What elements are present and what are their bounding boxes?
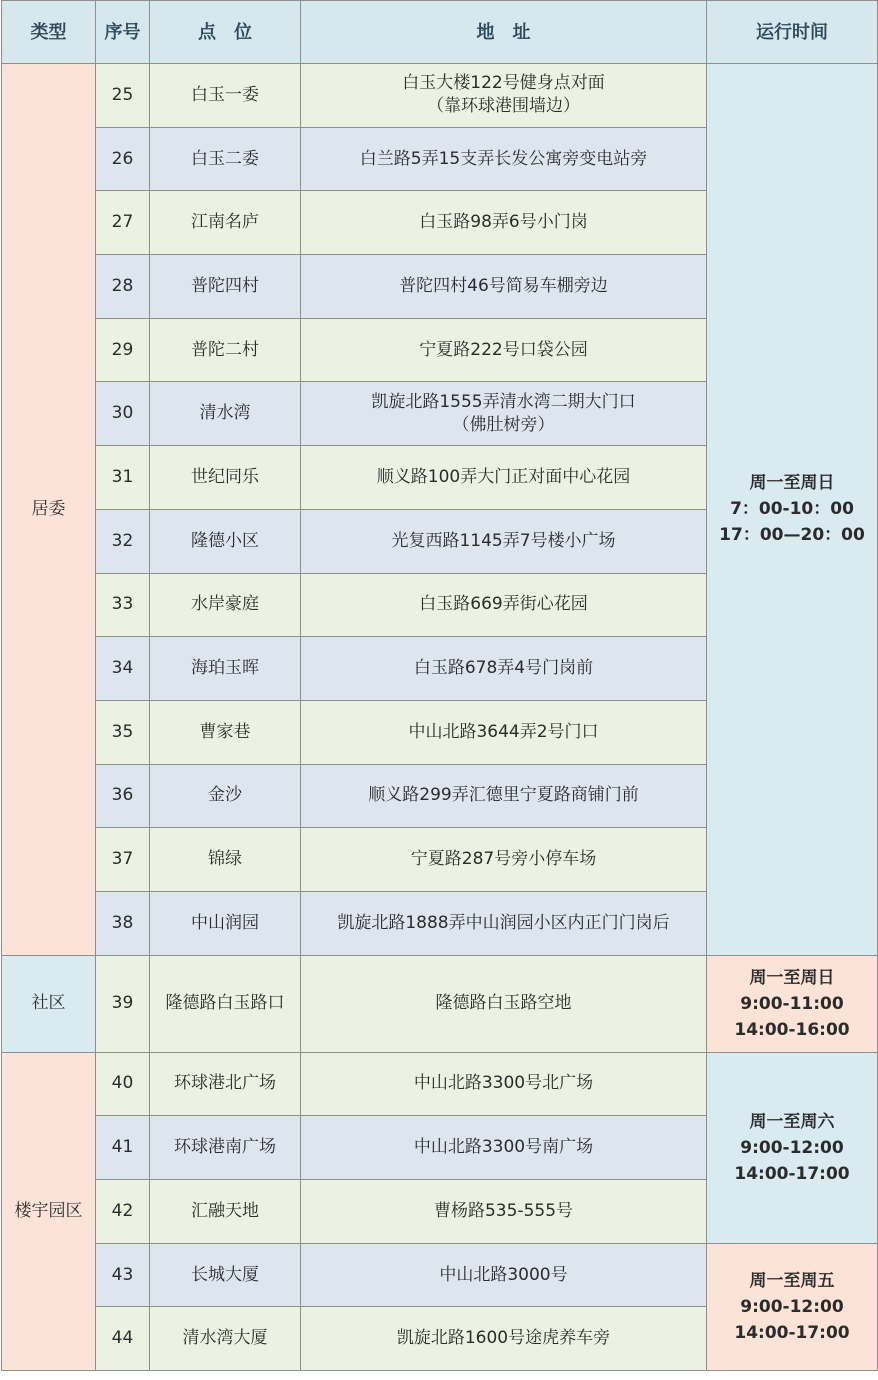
address-cell	[301, 127, 707, 191]
hours-line: 14:00-17:00	[734, 1322, 850, 1343]
address-line: 顺义路299弄汇德里宁夏路商铺门前	[368, 785, 639, 806]
header-hours: 运行时间	[707, 1, 878, 64]
address-line: 白兰路5弄15支弄长发公寓旁变电站旁	[359, 148, 648, 169]
hours-line: 周一至周日	[749, 967, 835, 988]
seq-cell: 30	[96, 382, 150, 446]
seq-cell: 41	[96, 1116, 150, 1180]
seq-cell: 42	[96, 1180, 150, 1244]
seq-cell: 38	[96, 891, 150, 955]
point-cell: 世纪同乐	[150, 446, 301, 510]
schedule-table	[1, 0, 878, 1371]
address-line: 中山北路3300号北广场	[413, 1073, 594, 1094]
address-line: 顺义路100弄大门正对面中心花园	[376, 466, 631, 487]
point-cell: 白玉二委	[150, 127, 301, 191]
address-cell	[301, 1116, 707, 1180]
hours-line: 14:00-16:00	[734, 1019, 850, 1040]
address-line: 凯旋北路1555弄清水湾二期大门口	[371, 391, 636, 412]
seq-cell: 40	[96, 1052, 150, 1116]
hours-line: 7：00-10：00	[730, 499, 854, 520]
address-line: 宁夏路222号口袋公园	[419, 339, 588, 360]
seq-cell: 29	[96, 318, 150, 382]
seq-cell: 39	[96, 955, 150, 1052]
hours-line: 周一至周日	[749, 473, 835, 494]
seq-cell: 28	[96, 255, 150, 319]
hours-cell	[707, 1052, 878, 1243]
hours-cell	[707, 1243, 878, 1370]
seq-cell: 32	[96, 509, 150, 573]
hours-line: 9:00-12:00	[740, 1137, 844, 1158]
point-cell: 环球港南广场	[150, 1116, 301, 1180]
address-cell	[301, 382, 707, 446]
address-line: 中山北路3300号南广场	[413, 1137, 594, 1158]
address-cell	[301, 191, 707, 255]
hours-cell	[707, 64, 878, 956]
point-cell: 白玉一委	[150, 64, 301, 128]
point-cell: 普陀二村	[150, 318, 301, 382]
seq-cell: 26	[96, 127, 150, 191]
hours-line: 9:00-12:00	[740, 1296, 844, 1317]
address-cell	[301, 828, 707, 892]
address-line: 光复西路1145弄7号楼小广场	[391, 530, 616, 551]
hours-line: 14:00-17:00	[734, 1163, 850, 1184]
point-cell: 江南名庐	[150, 191, 301, 255]
address-line: 凯旋北路1600号途虎养车旁	[396, 1328, 611, 1349]
address-cell	[301, 1052, 707, 1116]
address-cell	[301, 700, 707, 764]
address-cell	[301, 318, 707, 382]
point-cell: 曹家巷	[150, 700, 301, 764]
header-row	[2, 1, 878, 64]
hours-cell	[707, 955, 878, 1052]
seq-cell: 31	[96, 446, 150, 510]
address-cell	[301, 955, 707, 1052]
address-line: 白玉路98弄6号小门岗	[419, 212, 588, 233]
address-line: 宁夏路287号旁小停车场	[410, 849, 597, 870]
type-cell: 居委	[2, 64, 96, 956]
point-cell: 隆德路白玉路口	[150, 955, 301, 1052]
address-line: 白玉路669弄街心花园	[419, 594, 588, 615]
address-cell	[301, 1180, 707, 1244]
table-row	[2, 64, 878, 128]
seq-cell: 35	[96, 700, 150, 764]
header-type: 类型	[2, 1, 96, 64]
point-cell: 金沙	[150, 764, 301, 828]
address-line: 隆德路白玉路空地	[435, 993, 572, 1014]
address-line: 普陀四村46号简易车棚旁边	[399, 275, 608, 296]
seq-cell: 37	[96, 828, 150, 892]
type-cell: 楼宇园区	[2, 1052, 96, 1370]
point-cell: 长城大厦	[150, 1243, 301, 1307]
point-cell: 普陀四村	[150, 255, 301, 319]
seq-cell: 36	[96, 764, 150, 828]
address-line: 白玉大楼122号健身点对面	[402, 73, 605, 94]
point-cell: 汇融天地	[150, 1180, 301, 1244]
table-row	[2, 1052, 878, 1116]
hours-line: 9:00-11:00	[740, 993, 844, 1014]
address-cell	[301, 637, 707, 701]
address-line: （靠环球港围墙边）	[427, 96, 580, 117]
address-cell	[301, 509, 707, 573]
table-row	[2, 1243, 878, 1307]
seq-cell: 34	[96, 637, 150, 701]
point-cell: 海珀玉晖	[150, 637, 301, 701]
address-cell	[301, 64, 707, 128]
address-line: 凯旋北路1888弄中山润园小区内正门门岗后	[337, 912, 670, 933]
header-point: 点 位	[150, 1, 301, 64]
address-cell	[301, 255, 707, 319]
address-line: 中山北路3644弄2号门口	[408, 721, 599, 742]
seq-cell: 27	[96, 191, 150, 255]
address-cell	[301, 891, 707, 955]
address-cell	[301, 1243, 707, 1307]
address-line: 曹杨路535-555号	[433, 1200, 574, 1221]
address-cell	[301, 446, 707, 510]
address-cell	[301, 573, 707, 637]
address-line: 白玉路678弄4号门岗前	[413, 658, 594, 679]
address-cell	[301, 1307, 707, 1371]
point-cell: 水岸豪庭	[150, 573, 301, 637]
hours-line: 周一至周五	[749, 1270, 835, 1291]
address-cell	[301, 764, 707, 828]
point-cell: 隆德小区	[150, 509, 301, 573]
hours-line: 周一至周六	[749, 1111, 835, 1132]
header-seq: 序号	[96, 1, 150, 64]
seq-cell: 43	[96, 1243, 150, 1307]
table-row	[2, 955, 878, 1052]
type-cell: 社区	[2, 955, 96, 1052]
address-line: （佛肚树旁）	[452, 414, 555, 435]
point-cell: 环球港北广场	[150, 1052, 301, 1116]
point-cell: 中山润园	[150, 891, 301, 955]
seq-cell: 25	[96, 64, 150, 128]
table-body	[2, 64, 878, 1371]
hours-line: 17：00—20：00	[719, 525, 865, 546]
point-cell: 清水湾大厦	[150, 1307, 301, 1371]
address-line: 中山北路3000号	[439, 1264, 568, 1285]
point-cell: 锦绿	[150, 828, 301, 892]
header-address: 地 址	[301, 1, 707, 64]
point-cell: 清水湾	[150, 382, 301, 446]
seq-cell: 33	[96, 573, 150, 637]
seq-cell: 44	[96, 1307, 150, 1371]
